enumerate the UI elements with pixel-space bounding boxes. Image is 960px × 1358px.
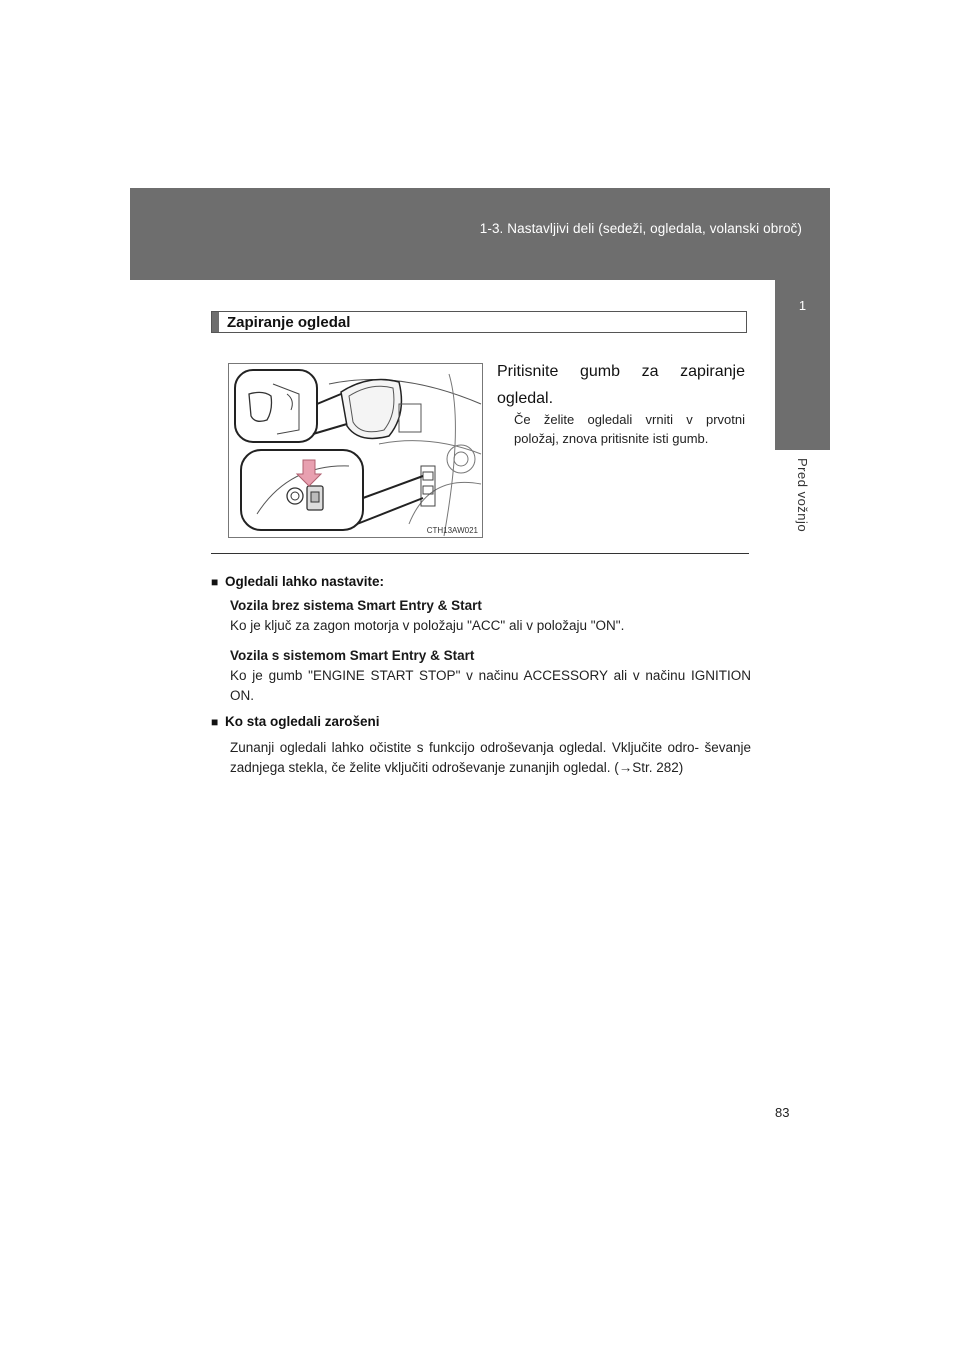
note-block-fogged — [230, 732, 751, 778]
note-subtitle: Vozila brez sistema Smart Entry & Start — [230, 598, 482, 613]
note-title-adjust: ■ Ogledali lahko nastavite: — [211, 572, 751, 592]
chapter-side-tab — [775, 280, 830, 450]
note-paragraph: Ko je ključ za zagon motorja v položaju "ACC" ali v položaju "ON". — [230, 618, 625, 633]
note-paragraph: Ko je gumb "ENGINE START STOP" v načinu ACCESSORY ali v načinu IGNITION ON. — [230, 668, 751, 703]
instruction-note: Če želite ogledali vrniti v prvotni položaj, znova pritisnite isti gumb. — [514, 412, 745, 446]
section-heading-text: Zapiranje ogledal — [227, 313, 351, 331]
note-block-adjust — [230, 596, 751, 706]
notes-section — [211, 572, 751, 778]
note-paragraph: Zunanji ogledali lahko očistite s funkcijo odroševanja ogledal. Vključite odro- ševanje zadnjega stekla, če želite vključiti odroševanje zunanjih ogledal. (→Str. 282) — [230, 740, 751, 775]
chapter-header-band — [130, 188, 830, 280]
mirror-fold-drawing — [229, 364, 482, 537]
chapter-name: Pred vožnjo — [795, 458, 810, 533]
section-divider — [211, 553, 749, 554]
mirror-fold-illustration — [228, 363, 483, 538]
section-heading — [211, 311, 747, 333]
heading-accent-bar — [212, 312, 219, 332]
page-number: 83 — [775, 1105, 790, 1120]
chapter-title: 1-3. Nastavljivi deli (sedeži, ogledala, volanski obroč) — [479, 221, 802, 236]
note-subtitle: Vozila s sistemom Smart Entry & Start — [230, 648, 475, 663]
square-bullet-icon: ■ — [211, 715, 219, 729]
note-title-fogged: ■ Ko sta ogledali zarošeni — [211, 712, 751, 732]
instruction-text: Pritisnite gumb za zapiranje ogledal. — [497, 363, 745, 407]
chapter-number: 1 — [798, 298, 807, 313]
figure-code: CTH13AW021 — [426, 526, 478, 535]
square-bullet-icon: ■ — [211, 575, 219, 589]
